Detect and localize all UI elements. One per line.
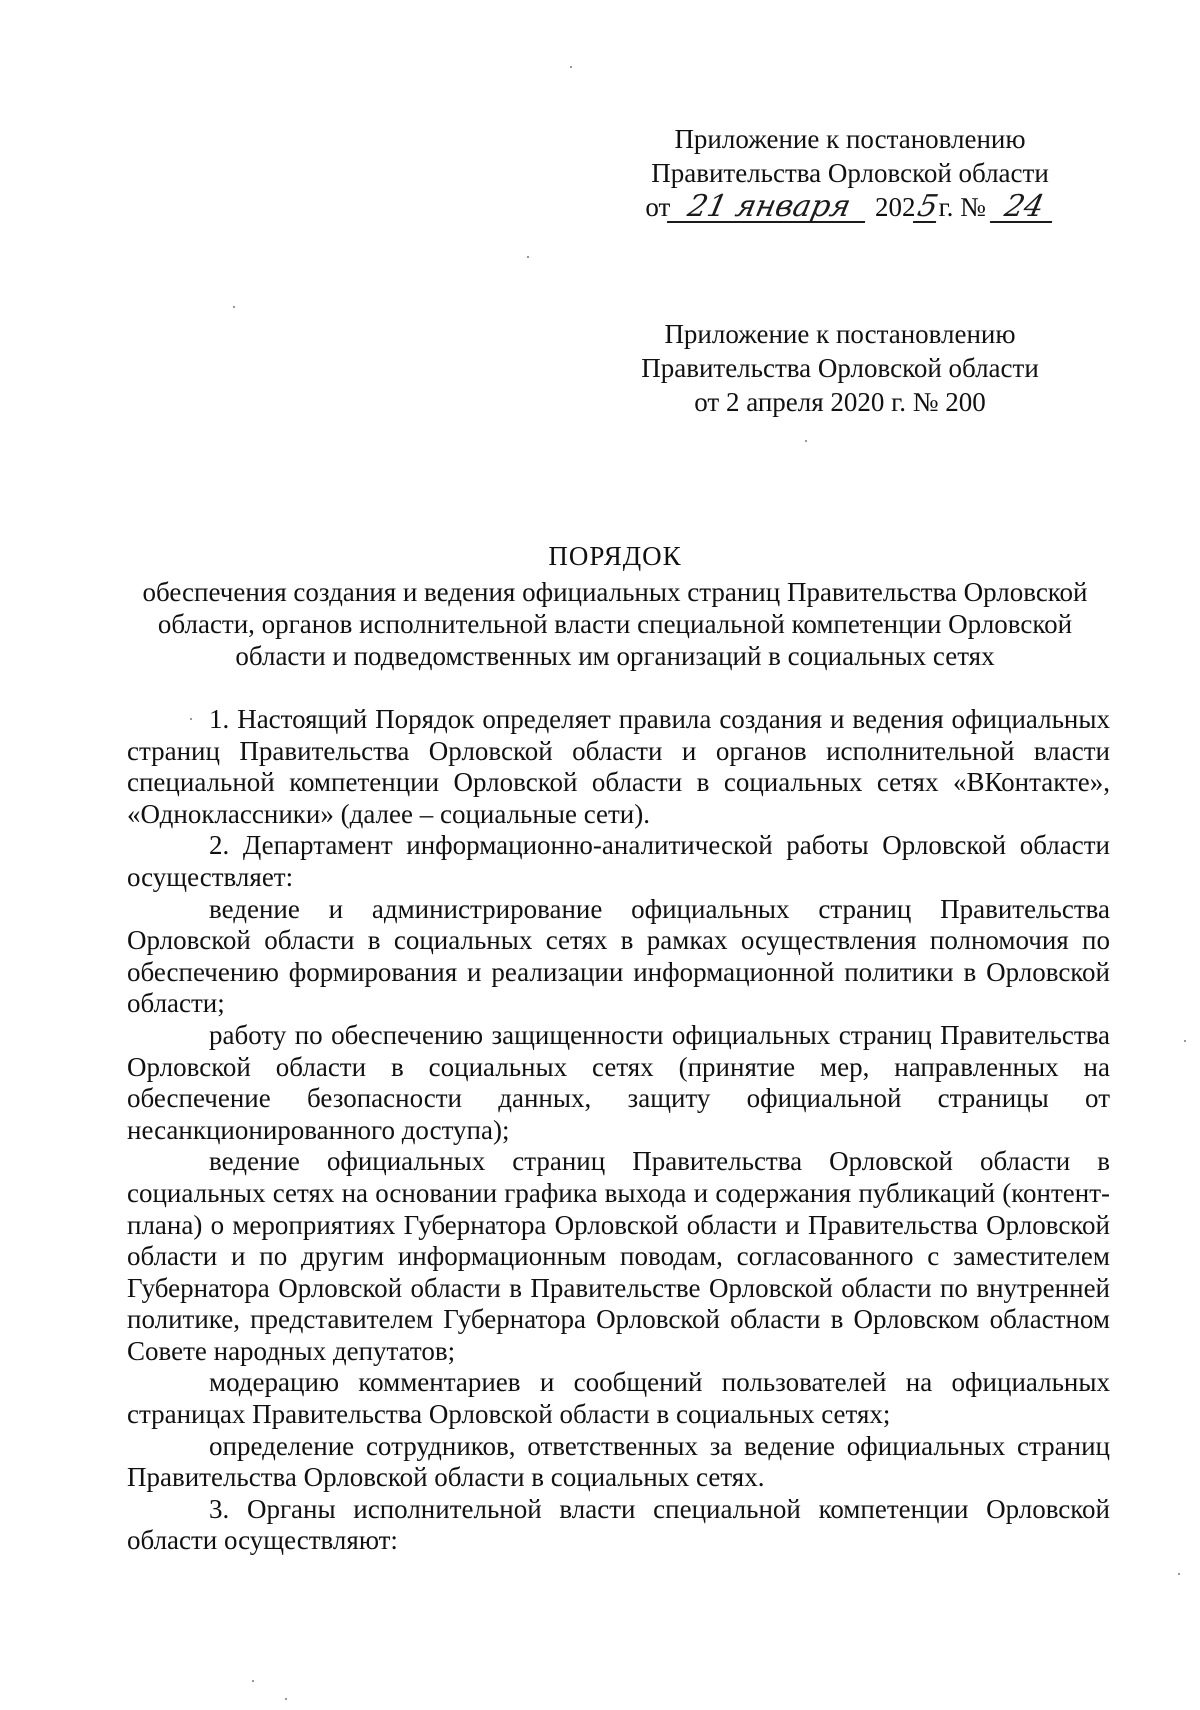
year-prefix: 202 (875, 192, 916, 222)
handwritten-number: 24 (989, 193, 1057, 223)
approval-line-2: Правительства Орловской области (651, 158, 1049, 188)
paragraph-2-item-4: модерацию комментариев и сообщений пользователей на официальных страницах Правительства Орловской области в социальных сетях; (127, 1367, 1110, 1430)
paragraph-2-item-2: работу по обеспечению защищенности официальных страниц Правительства Орловской области в социальных сетях (принятие мер, направленных на обеспечение безопасности данных, защиту официальной страницы от несанкционированного доступа); (127, 1019, 1110, 1145)
paragraph-2-item-1: ведение и администрирование официальных страниц Правительства Орловской области в социальных сетях в рамках осуществления полномочия по обеспечению формирования и реализации информационной политики в Орловской области; (127, 893, 1110, 1019)
title-subtitle: обеспечения создания и ведения официальных страниц Правительства Орловской области, органов исполнительной власти специальной компетенции Орловской области и подведомственных им организаций в социальных сетях (142, 577, 1088, 671)
handwritten-date: 21 января (667, 193, 871, 223)
handwritten-year-digit: 5 (914, 189, 941, 224)
document-body (127, 704, 1110, 1557)
paragraph-3: 3. Органы исполнительной власти специальной компетенции Орловской области осуществляют: (127, 1493, 1110, 1556)
year-suffix: г. № (938, 192, 986, 222)
approval-old-line-2: Правительства Орловской области (641, 353, 1039, 383)
paragraph-2-item-3: ведение официальных страниц Правительства Орловской области в социальных сетях на основании графика выхода и содержания публикаций (контент-плана) о мероприятиях Губернатора Орловской области и Правительства Орловской области и по другим информационным поводам, согласованного с заместителем Губернатора Орловской области в Правительстве Орловской области по внутренней политике, представителем Губернатора Орловской области в Орловском областном Совете народных депутатов; (127, 1146, 1110, 1366)
approval-stamp-new (640, 122, 1060, 224)
title-main: ПОРЯДОК (548, 541, 682, 571)
date-prefix: от (645, 192, 671, 222)
paragraph-1: 1. Настоящий Порядок определяет правила создания и ведения официальных страниц Правительства Орловской области и органов исполнительной власти специальной компетенции Орловской области в социальных сетях «ВКонтакте», «Одноклассники» (далее – социальные сети). (127, 704, 1110, 829)
document-title (120, 540, 1110, 672)
approval-old-line-3: от 2 апреля 2020 г. № 200 (694, 387, 986, 417)
paragraph-2: 2. Департамент информационно-аналитической работы Орловской области осуществляет: (127, 830, 1110, 892)
paragraph-2-item-5: определение сотрудников, ответственных за ведение официальных страниц Правительства Орловской области в социальных сетях. (127, 1430, 1110, 1493)
approval-old-line-1: Приложение к постановлению (664, 319, 1016, 349)
approval-line-1: Приложение к постановлению (674, 124, 1026, 154)
approval-stamp-old (620, 317, 1060, 419)
approval-date-line (640, 190, 1060, 224)
